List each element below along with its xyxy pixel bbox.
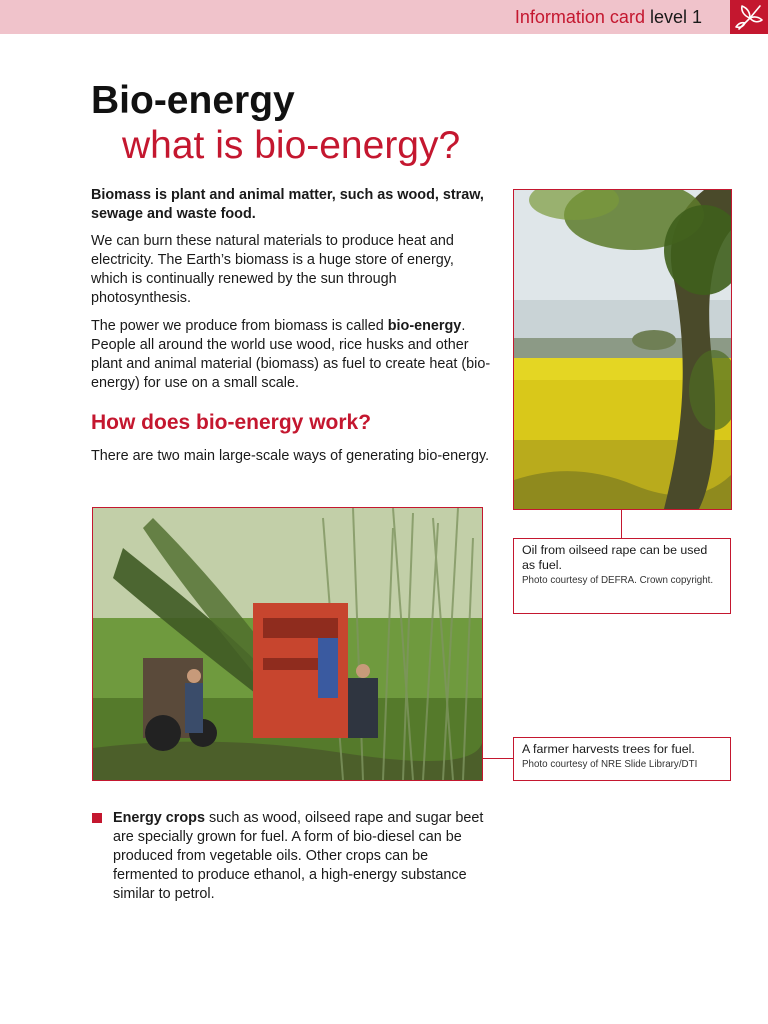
tree-harvest-photo xyxy=(92,507,483,781)
caption-connector-1 xyxy=(621,510,622,538)
caption-text: A farmer harvests trees for fuel. xyxy=(522,742,695,756)
caption-text: Oil from oilseed rape can be used as fuel. xyxy=(522,543,708,572)
page-title: Bio-energy xyxy=(91,79,295,122)
photo-credit: Photo courtesy of DEFRA. Crown copyright. xyxy=(522,575,714,586)
intro-p2-end: . People all around the world use wood, rice husks and other plant and animal material (biomass) as fuel to create heat (bio-energy) for use on a small scale. xyxy=(91,318,491,391)
intro-p2-start: The power we produce from biomass is called xyxy=(91,318,388,334)
section-heading: How does bio-energy work? xyxy=(91,411,372,434)
photo-credit: Photo courtesy of NRE Slide Library/DTI xyxy=(522,759,698,770)
tree-harvest-caption xyxy=(513,737,731,781)
oilseed-rape-photo xyxy=(513,189,732,510)
oilseed-rape-caption xyxy=(513,538,731,614)
intro-paragraph-1: We can burn these natural materials to produce heat and electricity. The Earth’s biomass is a huge store of energy, which is continually renewed by the sun through photosynthesis. xyxy=(91,233,454,306)
energy-crops-bullet xyxy=(113,809,488,904)
header-card-label: Information card xyxy=(514,7,645,27)
section-text: There are two main large-scale ways of generating bio-energy. xyxy=(91,448,490,464)
leaf-logo-icon xyxy=(730,0,768,34)
header-label xyxy=(515,6,702,28)
bullet-term: Energy crops xyxy=(113,810,205,826)
bullet-body: such as wood, oilseed rape and sugar beet are specially grown for fuel. A form of bio-diesel can be produced from vegetable oils. Other crops can be fermented to produce ethanol, a high-energy substance similar to petrol. xyxy=(113,810,484,902)
intro-paragraph-2 xyxy=(91,317,491,393)
intro-lead: Biomass is plant and animal matter, such as wood, straw, sewage and waste food. xyxy=(91,187,484,222)
page-subtitle: what is bio-energy? xyxy=(122,124,461,167)
bio-energy-term: bio-energy xyxy=(387,318,462,334)
header-level-label: level 1 xyxy=(649,7,702,27)
bullet-marker xyxy=(92,813,102,823)
caption-connector-2 xyxy=(483,758,513,759)
